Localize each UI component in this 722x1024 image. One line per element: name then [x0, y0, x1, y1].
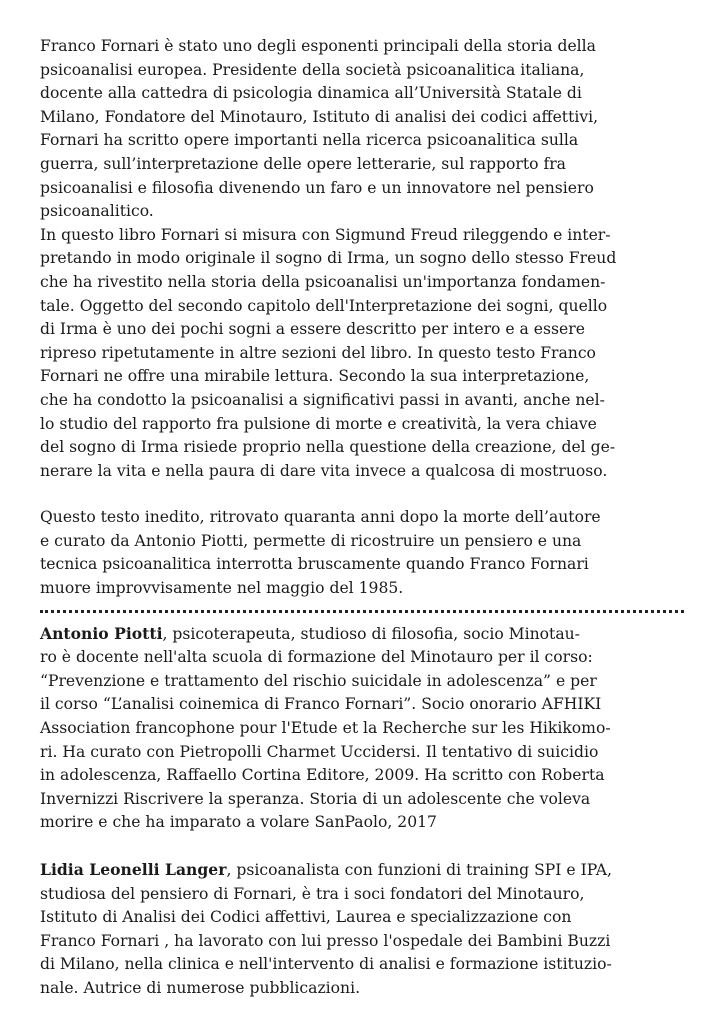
intro-paragraph-3: Questo testo inedito, ritrovato quaranta anni dopo la morte dell’autore e curato da Antonio Piotti, permette di ricostruire un pensiero e una tecnica psicoanalitica interrotta bruscamente quando Franco Fornari muore improvvisamente nel maggio del 1985.	[40, 508, 601, 598]
author-bio-text: , psicoterapeuta, studioso di filosofia, socio Minotau- ro è docente nell'alta scuola di formazione del Minotauro per il corso: “Prevenzione e trattamento del rischio suicidale in adolescenza” e per il corso “L’analisi coinemica di Franco Fornari”. Socio onorario AFHIKI Association francophone pour l'Etude et la Recherche sur les Hikikomo- ri. Ha curato con Pietropolli Charmet Uccidersi. Il tentativo di suicidio in adolescenza, Raffaello Cortina Editore, 2009. Ha scritto con Roberta Invernizzi Riscrivere la speranza. Storia di un adolescente che voleva morire e che ha imparato a volare SanPaolo, 2017	[40, 624, 611, 832]
back-cover-text	[40, 35, 690, 1001]
author-name: Antonio Piotti	[40, 623, 163, 643]
paragraph-spacer	[40, 835, 690, 858]
author-bio-langer	[40, 858, 690, 1001]
author-bio-piotti	[40, 622, 690, 835]
author-bio-text: , psicoanalista con funzioni di training SPI e IPA, studiosa del pensiero di Fornari, è tra i soci fondatori del Minotauro, Istituto di Analisi dei Codici affettivi, Laurea e specializzazione con Franco Fornari , ha lavorato con lui presso l'ospedale dei Bambini Buzzi di Milano, nella clinica e nell'intervento di analisi e formazione istituzio- nale. Autrice di numerose pubblicazioni.	[40, 861, 613, 997]
paragraph-spacer	[40, 483, 690, 506]
author-name: Lidia Leonelli Langer	[40, 860, 227, 879]
intro-paragraph-2: In questo libro Fornari si misura con Sigmund Freud rileggendo e inter- pretando in modo originale il sogno di Irma, un sogno dello stesso Freud che ha rivestito nella storia della psicoanalisi un'importanza fondamen- tale. Oggetto del secondo capitolo dell'Interpretazione dei sogni, quello di Irma è uno dei pochi sogni a essere descritto per intero e a essere ripreso ripetutamente in altre sezioni del libro. In questo testo Franco Fornari ne offre una mirabile lettura. Secondo la sua interpretazione, che ha condotto la psicoanalisi a significativi passi in avanti, anche nel- lo studio del rapporto fra pulsione di morte e creatività, la vera chiave del sogno di Irma risiede proprio nella questione della creazione, del ge- nerare la vita e nella paura di dare vita invece a qualcosa di mostruoso.	[40, 225, 617, 480]
dotted-divider	[40, 610, 684, 613]
intro-paragraph-1: Franco Fornari è stato uno degli esponenti principali della storia della psicoanalisi europea. Presidente della società psicoanalitica italiana, docente alla cattedra di psicologia dinamica all’Università Statale di Milano, Fondatore del Minotauro, Istituto di analisi dei codici affettivi, Fornari ha scritto opere importanti nella ricerca psicoanalitica sulla guerra, sull’interpretazione delle opere letterarie, sul rapporto fra psicoanalisi e filosofia divenendo un faro e un innovatore nel pensiero psicoanalitico.	[40, 37, 599, 221]
